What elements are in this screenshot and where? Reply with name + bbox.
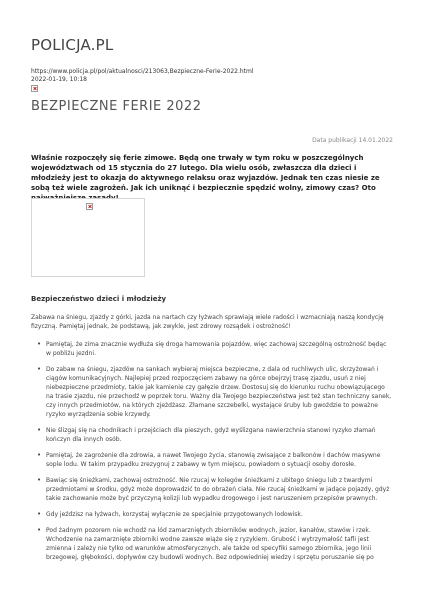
source-url[interactable]: https://www.policja.pl/pol/aktualnosci/213063,Bezpieczne-Ferie-2022.html (31, 68, 254, 75)
list-item: • Pamiętaj, że zagrożenie dla zdrowia, a nawet Twojego życia, stanowią zwisające z balkonów i dachów masywne sople lodu. W takim przypadku zrezygnuj z zabawy w tym miejscu, powiadom o sytuacji osoby dorosłe. (31, 451, 393, 469)
article-lead: Właśnie rozpoczęły się ferie zimowe. Będą one trwały w tym roku w poszczególnych województwach od 15 stycznia do 27 lutego. Dla wielu osób, zwłaszcza dla dzieci i młodzieży jest to okazja do aktywnego relaksu oraz wyjazdów. Jednak ten czas niesie ze sobą też wiele zagrożeń. Jak ich uniknąć i bezpiecznie spędzić wolny, zimowy czas? Oto (31, 154, 380, 192)
list-item: • Bawiąc się śnieżkami, zachowaj ostrożność. Nie rzucaj w kolegów śnieżkami z ubitego śniegu lub z twardymi przedmiotami w środku, gdyż może doprowadzić to do obrażeń ciała. Nie rzucaj śnieżkami w jadące pojazdy, gdyż takie zachowanie może być przyczyną kolizji lub wypadku drogowego i jest naruszeniem przepisów prawnych. (31, 476, 393, 503)
section-intro: Zabawa na śniegu, zjazdy z górki, jazda na nartach czy łyżwach sprawiają wiele radości i wzmacniają naszą kondycję fizyczną. Pamiętaj jednak, że podstawą, jak zwykle, jest zdrowy rozsądek i ostrożność! (31, 314, 384, 330)
list-item: • Pod żadnym pozorem nie wchodź na lód zamarzniętych zbiorników wodnych, jezior, kanałów, stawów i rzek. Wchodzenie na zamarznięte zbiorniki wodne zawsze wiąże się z ryzykiem. Grubość i wytrzymałość tafli jest zmienna i zależy nie tylko od warunków atmosferycznych, ale także od specyfiki samego zbiornika, jego linii brzegowej, głębokości, dopływów czy budowli wodnych. Bez odpowiedniej wiedzy i sprzętu poruszanie się po (31, 526, 393, 562)
article-title: BEZPIECZNE FERIE 2022 (31, 99, 202, 114)
list-item: • Gdy jeździsz na łyżwach, korzystaj wyłącznie ze specjalnie przygotowanych lodowisk. (31, 510, 393, 519)
section-title: Bezpieczeństwo dzieci i młodzieży (31, 295, 167, 303)
site-title: POLICJA.PL (31, 36, 114, 54)
list-item: • Nie ślizgaj się na chodnikach i przejściach dla pieszych, gdyż wyślizgana nawierzchnia stanowi ryzyko złamań kończyn dla innych osób. (31, 426, 393, 444)
capture-datetime: 2022-01-19, 10:18 (31, 76, 87, 83)
publication-date: Data publikacji 14.01.2022 (312, 137, 393, 144)
list-item: • Do zabaw na śniegu, zjazdów na sankach wybieraj miejsca bezpieczne, z dala od ruchliwych ulic, skrzyżowań i ciągów komunikacyjnych. Najlepiej przed rozpoczęciem zabawy na górce obejrzyj trasę zjazdu, usuń z niej niebezpieczne przedmioty, takie jak kamienie czy gałęzie drzew. Dostosuj się do kierunku ruchu obowiązującego na trasie zjazdu, nie przechodź w poprzek toru. Ważny dla Twojego bezpieczeństwa jest też stan techniczny sanek, czy innych przedmiotów, na których zjeżdżasz. Złamane szczebelki, wystające śruby lub gwoździe to poważne ryzyko wyrządzenia sobie krzywdy. (31, 365, 393, 419)
page-meta (31, 68, 254, 84)
list-item: • Pamiętaj, że zima znacznie wydłuża się droga hamowania pojazdów, więc zachowaj szczególną ostrożność będąc w pobliżu jezdni. (31, 340, 393, 358)
broken-image-icon (31, 85, 38, 92)
article-image-placeholder (31, 198, 145, 277)
safety-tips-list (31, 340, 393, 569)
broken-image-icon (86, 203, 93, 210)
